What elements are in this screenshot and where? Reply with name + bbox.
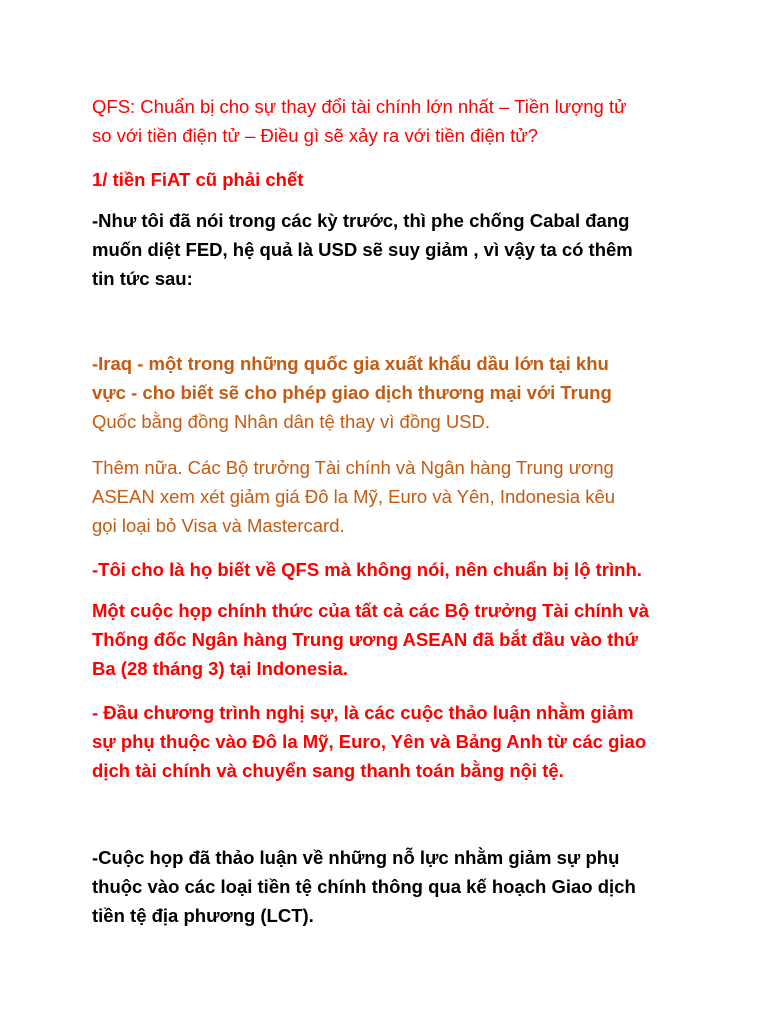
iraq-paragraph (92, 349, 712, 436)
paragraph-line: thuộc vào các loại tiền tệ chính thông qua kế hoạch Giao dịch (92, 876, 636, 897)
paragraph-line: -Tôi cho là họ biết về QFS mà không nói, nên chuẩn bị lộ trình. (92, 559, 642, 580)
paragraph-line: Ba (28 tháng 3) tại Indonesia. (92, 658, 348, 679)
lct-paragraph (92, 843, 712, 930)
paragraph-line: muốn diệt FED, hệ quả là USD sẽ suy giảm , vì vậy ta có thêm (92, 239, 633, 260)
intro-paragraph (92, 206, 712, 293)
asean-paragraph (92, 453, 712, 540)
paragraph-line: -Như tôi đã nói trong các kỳ trước, thì phe chống Cabal đang (92, 210, 630, 231)
paragraph-line: - Đầu chương trình nghị sự, là các cuộc thảo luận nhằm giảm (92, 702, 634, 723)
paragraph-line: dịch tài chính và chuyển sang thanh toán bằng nội tệ. (92, 760, 564, 781)
paragraph-line: Thống đốc Ngân hàng Trung ương ASEAN đã bắt đầu vào thứ (92, 629, 638, 650)
paragraph-line: -Cuộc họp đã thảo luận về những nỗ lực nhằm giảm sự phụ (92, 847, 620, 868)
section-heading (92, 165, 712, 194)
paragraph-line: -Iraq - một trong những quốc gia xuất khẩu dầu lớn tại khu (92, 353, 609, 374)
agenda-paragraph (92, 698, 712, 785)
qfs-paragraph (92, 555, 712, 584)
paragraph-line: vực - cho biết sẽ cho phép giao dịch thương mại với Trung (92, 382, 612, 403)
paragraph-line: Thêm nữa. Các Bộ trưởng Tài chính và Ngân hàng Trung ương (92, 457, 614, 478)
paragraph-line: ASEAN xem xét giảm giá Đô la Mỹ, Euro và Yên, Indonesia kêu (92, 486, 616, 507)
title-line: so với tiền điện tử – Điều gì sẽ xảy ra với tiền điện tử? (92, 125, 538, 146)
paragraph-line: Một cuộc họp chính thức của tất cả các Bộ trưởng Tài chính và (92, 600, 649, 621)
heading-text: 1/ tiền FiAT cũ phải chết (92, 169, 304, 190)
paragraph-line: gọi loại bỏ Visa và Mastercard. (92, 515, 345, 536)
document-title (92, 92, 712, 150)
paragraph-line: tiền tệ địa phương (LCT). (92, 905, 314, 926)
paragraph-line: tin tức sau: (92, 268, 193, 289)
paragraph-line: Quốc bằng đồng Nhân dân tệ thay vì đồng USD. (92, 411, 491, 432)
paragraph-line: sự phụ thuộc vào Đô la Mỹ, Euro, Yên và Bảng Anh từ các giao (92, 731, 647, 752)
title-line: QFS: Chuẩn bị cho sự thay đổi tài chính lớn nhất – Tiền lượng tử (92, 96, 627, 117)
meeting-paragraph (92, 596, 712, 683)
